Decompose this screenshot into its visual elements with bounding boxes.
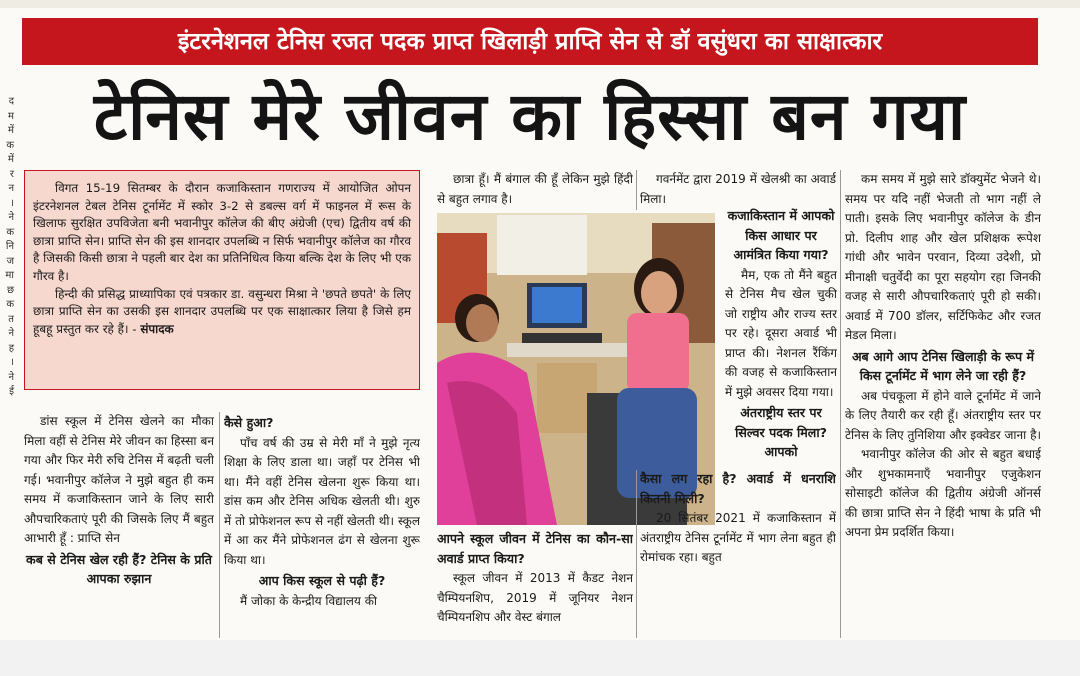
left-cutoff-column: द म में क में र न । ने क नि ज मा छ क त ने ह । ने ई (5, 96, 14, 397)
question: आप किस स्कूल से पढ़ी हैं? (258, 573, 386, 588)
column-rule (636, 470, 637, 638)
top-strip (0, 0, 1080, 8)
kicker-band: इंटरनेशनल टेनिस रजत पदक प्राप्त खिलाड़ी प्राप्ति सेन से डॉ वसुंधरा का साक्षात्कार (22, 18, 1038, 65)
column-7: कैसा लग रहा है? अवार्ड में धनराशि कितनी मिली? 20 सितंबर 2021 में कजाकिस्तान में अंतराष्ट्रीय टेनिस टूर्नामेंट में भाग लेना बहुत ही रोमांचक रहा। बहुत (640, 471, 836, 564)
column-5: कम समय में मुझे सारे डॉक्युमेंट भेजने थे। समय पर यदि नहीं भेजती तो भाग नहीं ले पाती। इसके लिए भवानीपुर कॉलेज के डीन प्रो. दिलीप शाह और खेल प्रशिक्षक रूपेश गांधी और भावेन परवान, दिव्या उदेशी, प्रो मीनाक्षी चतुर्वेदी का पूरा सहयोग रहा जिनकी वजह से सारी औपचारिकताएं पूरी हो सकी। अवार्ड में 700 डॉलर, सर्टिफिकेट और रजत मेडल मिला। अब आगे आप टेनिस खिलाड़ी के रूप में किस टूर्नामेंट में भाग लेने जा रही हैं? अब पंचकूला में होने वाले टूर्नामेंट में जाने के लिए तैयारी कर रही हूँ। अंतराष्ट्रीय स्तर पर टेनिस के लिए तुनिशिया और इक्वेडर जाना है। भवानीपुर कॉलेज की ओर से बहुत बधाई और शुभकामनाएँ भवानीपुर एजुकेशन सोसाइटी कॉलेज की द्वितीय अंग्रेजी ऑनर्स की छात्रा प्राप्ति सेन ने हिंदी भाषा के प्रति भी अपना प्रेम प्रदर्शित किया। (845, 172, 1041, 539)
question: अब आगे आप टेनिस खिलाड़ी के रूप में किस टूर्नामेंट में भाग लेने जा रही हैं? (851, 348, 1035, 383)
question: आपने स्कूल जीवन में टेनिस का कौन-सा अवार्ड प्राप्त किया? (437, 531, 633, 566)
signature: संपादक (140, 321, 174, 336)
headline: टेनिस मेरे जीवन का हिस्सा बन गया (93, 78, 967, 155)
column-6: कजाकिस्तान में आपको किस आधार पर आमंत्रित किया गया? मैम, एक तो मैंने बहुत से टेनिस मैच खेल चुकी जो राष्ट्रीय और राज्य स्तर पर रहे। दूसरा अवार्ड भी प्राप्त की। नेशनल रैंकिंग की वजह से कजाकिस्तान में मुझे अवसर दिया गया। अंतराष्ट्रीय स्तर पर सिल्वर पदक मिला? आपको (725, 205, 837, 469)
question: कजाकिस्तान में आपको किस आधार पर आमंत्रित किया गया? (727, 208, 835, 262)
intro-paragraph-2: हिन्दी की प्रसिद्ध प्राध्यापिका एवं पत्रकार डा. वसुन्धरा मिश्रा ने 'छपते छपते' के लिए छात्रा प्राप्ति सेन का उसकी इस शानदार उपलब्धि पर एक साक्षात्कार लिया है जिसे हम हूबहू प्रस्तुत कर रहे हैं। - संपादक (33, 286, 411, 336)
question: अंतराष्ट्रीय स्तर पर सिल्वर पदक मिला? आपको (735, 405, 827, 459)
column-rule (840, 170, 841, 638)
column-4-top: गवर्नमेंट द्वारा 2019 में खेलश्री का अवार्ड मिला। (640, 172, 836, 206)
column-1: डांस स्कूल में टेनिस खेलने का मौका मिला वहीं से टेनिस मेरे जीवन का हिस्सा बन गया और फिर मेरी रुचि टेनिस में बढ़ती चली गई। भवानीपुर कॉलेज ने मुझे बहुत ही कम समय में कजाकिस्तान जाने के लिए सारी औपचारिकताएं पूरी की जिसके लिए मैं बहुत आभारी हूँ : प्राप्ति सेन कब से टेनिस खेल रही हैं? टेनिस के प्रति आपका रुझान (24, 412, 214, 638)
column-2: कैसे हुआ? पाँच वर्ष की उम्र से मेरी माँ ने मुझे नृत्य शिक्षा के लिए डाला था। जहाँ पर टेनिस भी था। मैंने वहीं टेनिस खेलना शुरू किया था। डांस कम और टेनिस अधिक खेलती थी। शुरु में तो प्रोफेशनल रूप से नहीं खेलती थी। स्कूल में आ कर मैंने प्रोफेशनल ढंग से खेलना शुरू किया था। आप किस स्कूल से पढ़ी हैं? मैं जोका के केन्द्रीय विद्यालय की (224, 415, 420, 608)
column-rule (219, 412, 220, 638)
column-rule (636, 170, 637, 210)
intro-paragraph: विगत 15-19 सितम्बर के दौरान कजाकिस्तान गणराज्य में आयोजित ओपन इंटरनेशनल टेबल टेनिस टूर्नामेंट में स्कोर 3-2 से डबल्स वर्ग में फाइनल में रूस के खिलाफ सुरक्षित उपविजेता बनी भवानीपुर कॉलेज की बीए अंग्रेजी (एच) द्वितीय वर्ष की छात्रा प्राप्ति सेन। प्राप्ति सेन की इस शानदार उपलब्धि न सिर्फ भवानीपुर कॉलेज का गौरव है जिसकी किसी छात्रा ने पहली बार देश का प्रतिनिधित्व किया बल्कि देश के लिए भी एक गौरव है। (33, 181, 411, 283)
column-3-top: छात्रा हूँ। मैं बंगाल की हूँ लेकिन मुझे हिंदी से बहुत लगाव है। (437, 172, 633, 206)
question: कब से टेनिस खेल रही हैं? टेनिस के प्रति आपका रुझान (26, 551, 212, 586)
bottom-margin (0, 640, 1080, 676)
column-8: आपने स्कूल जीवन में टेनिस का कौन-सा अवार्ड प्राप्त किया? स्कूल जीवन में 2013 में कैडट नेशन चैम्पियनशिप, 2019 में जूनियर नेशन चैम्पियनशिप और वेस्ट बंगाल (437, 531, 633, 624)
question: कैसा लग रहा है? अवार्ड में धनराशि कितनी मिली? (640, 471, 836, 506)
intro-box (24, 170, 420, 390)
question: कैसे हुआ? (224, 415, 274, 430)
